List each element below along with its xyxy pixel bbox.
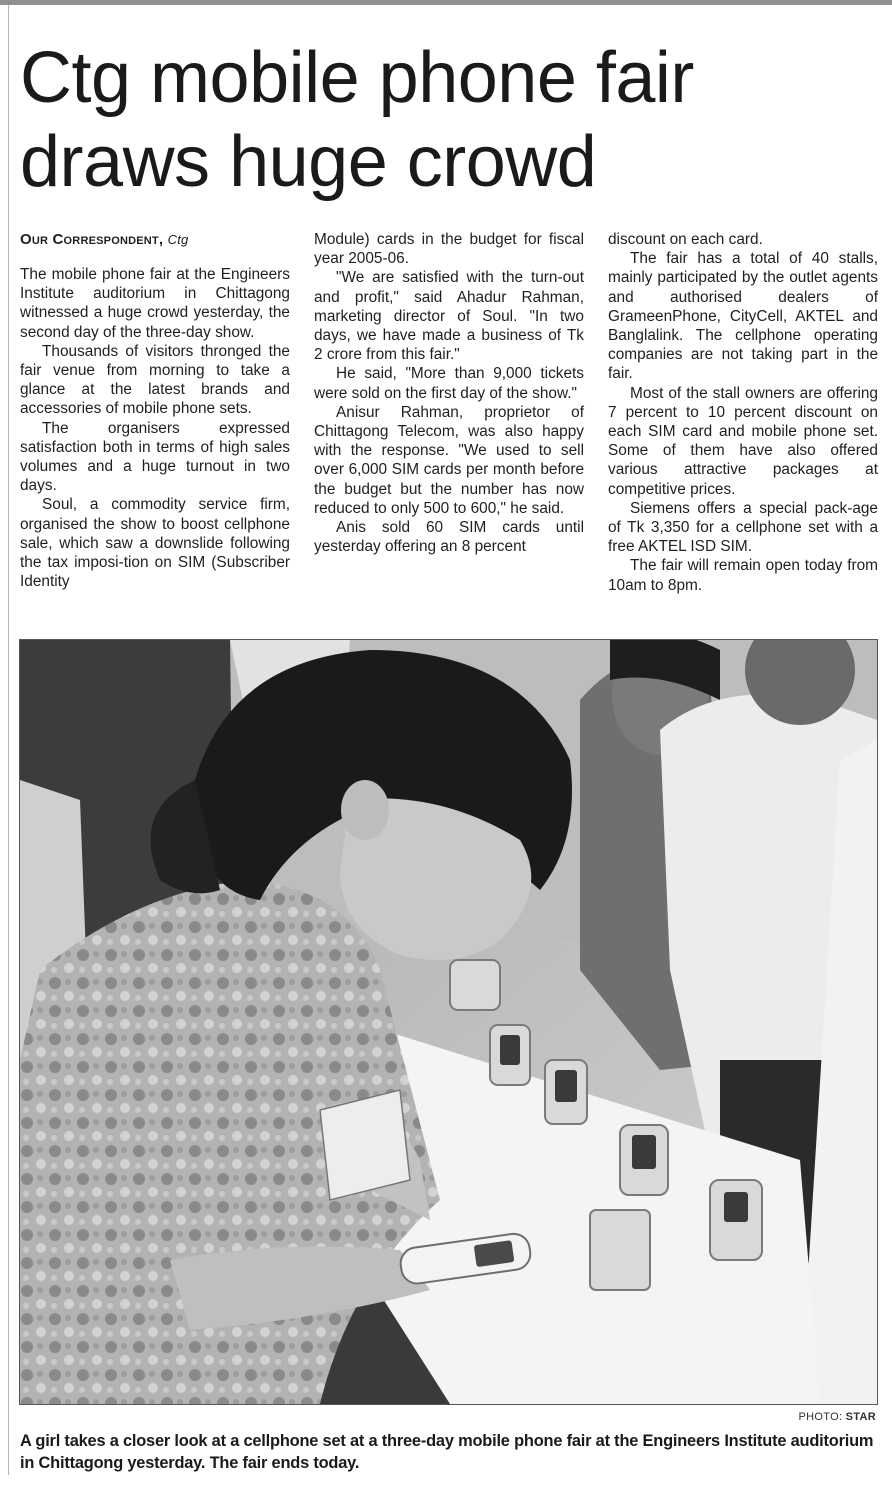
paragraph: Module) cards in the budget for fiscal year 2005-06. — [314, 231, 584, 268]
paragraph: He said, "More than 9,000 tickets were sold on the first day of the show." — [314, 365, 584, 402]
article-column-1 — [20, 230, 290, 591]
paragraph: Thousands of visitors thronged the fair venue from morning to take a glance at the latest brands and accessories of mobile phone sets. — [20, 342, 290, 418]
paragraph: Siemens offers a special pack-age of Tk 3,350 for a cellphone set with a free AKTEL ISD SIM. — [608, 499, 878, 556]
paragraph: The mobile phone fair at the Engineers Institute auditorium in Chittagong witnessed a huge crowd yesterday, the second day of the three-day show. — [20, 266, 290, 341]
photo-credit-label: PHOTO: — [798, 1411, 843, 1423]
news-photo — [20, 640, 877, 1404]
left-column-rule — [8, 5, 9, 1475]
photo-caption: A girl takes a closer look at a cellphone set at a three-day mobile phone fair at the Engineers Institute auditorium in Chittagong yesterday. The fair ends today. — [20, 1432, 874, 1472]
photo-credit — [799, 1411, 876, 1423]
paragraph: Anisur Rahman, proprietor of Chittagong Telecom, was also happy with the response. "We used to sell over 6,000 SIM cards per month before the budget but the number has now reduced to only 500 to 600," he said. — [314, 403, 584, 517]
paragraph: The fair has a total of 40 stalls, mainly participated by the outlet agents and authorised dealers of GrameenPhone, CityCell, AKTEL and Banglalink. The cellphone operating companies are not taking part in the fair. — [608, 250, 878, 383]
top-rule — [0, 0, 892, 5]
article-column-2 — [314, 230, 584, 556]
paragraph: The fair will remain open today from 10am to 8pm. — [608, 557, 878, 594]
byline-dateline: Ctg — [167, 232, 189, 247]
paragraph: Anis sold 60 SIM cards until yesterday offering an 8 percent — [314, 519, 584, 556]
photo-credit-source: STAR — [845, 1411, 876, 1423]
article-body — [20, 230, 879, 622]
headline: Ctg mobile phone fair draws huge crowd — [20, 38, 694, 202]
paragraph: The organisers expressed satisfaction both in terms of high sales volumes and a huge turnout in two days. — [20, 419, 290, 495]
byline-author: Our Correspondent, — [20, 231, 164, 248]
paragraph: Soul, a commodity service firm, organised the show to boost cellphone sale, which saw a downslide following the tax imposi-tion on SIM (Subscriber Identity — [20, 496, 290, 591]
paragraph: Most of the stall owners are offering 7 percent to 10 percent discount on each SIM card and mobile phone set. Some of them have also offered various attractive packages at competitive prices. — [608, 384, 878, 498]
photo-illustration — [20, 640, 877, 1404]
article-column-3 — [608, 230, 878, 595]
paragraph: "We are satisfied with the turn-out and profit," said Ahadur Rahman, marketing director of Soul. "In two days, we have made a business of Tk 2 crore from this fair." — [314, 269, 584, 364]
paragraph: discount on each card. — [608, 231, 763, 248]
byline — [20, 230, 290, 249]
